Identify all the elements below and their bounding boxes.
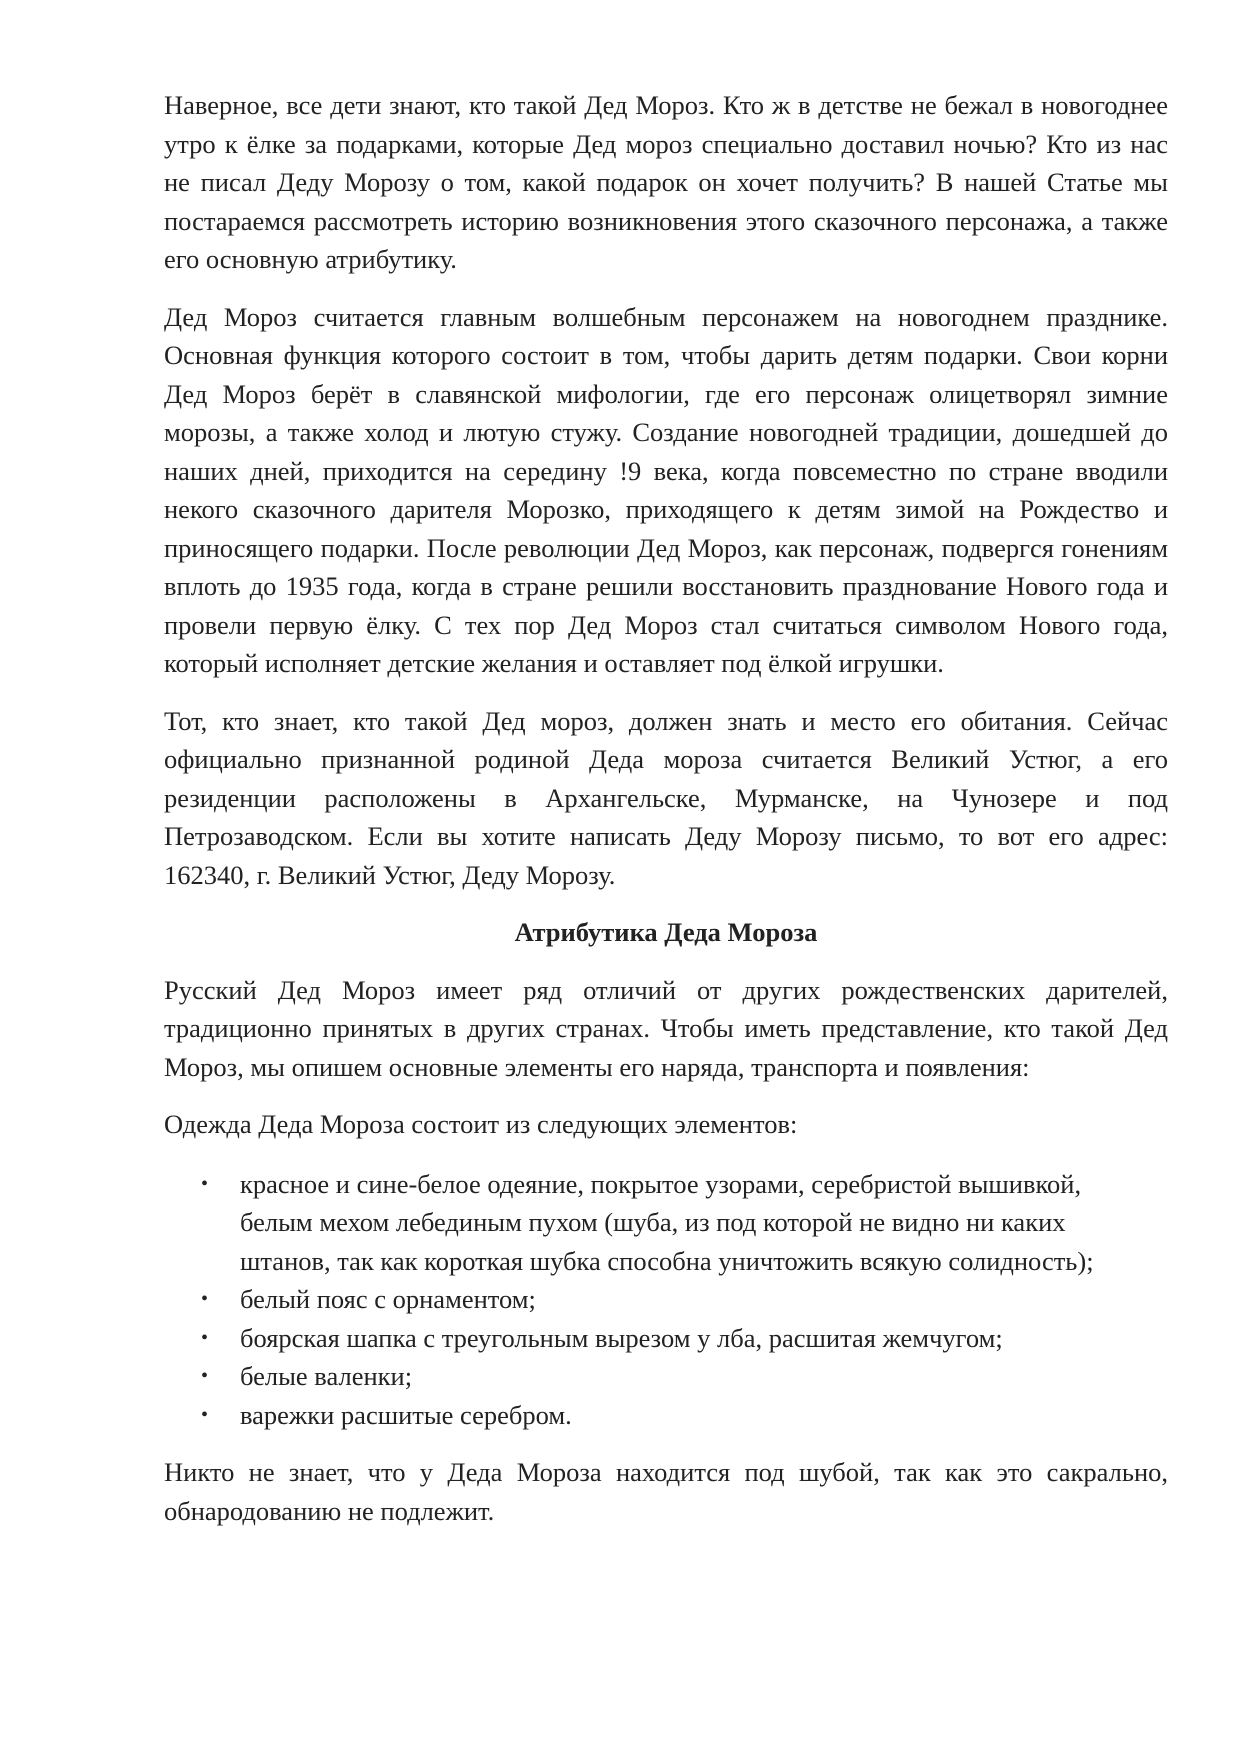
list-item [164,1357,1168,1396]
document-page [164,86,1168,1530]
bullet-icon: • [201,1326,209,1349]
bullet-icon: • [201,1172,209,1195]
list-item [164,1396,1168,1435]
list-item-text: варежки расшитые серебром. [240,1399,572,1430]
bullet-icon: • [201,1365,209,1387]
list-item-text: белые валенки; [240,1361,413,1391]
paragraph-closing: Никто не знает, что у Деда Мороза находится под шубой, так как это сакрально, обнародованию не подлежит. [164,1457,1168,1526]
paragraph-attributes: Русский Дед Мороз имеет ряд отличий от других рождественских дарителей, традиционно принятых в других странах. Чтобы иметь представление, кто такой Дед Мороз, мы опишем основные элементы его наряда, транспорта и появления: [164,974,1168,1082]
bullet-icon: • [201,1403,209,1426]
clothing-list [164,1165,1168,1435]
paragraph-intro: Наверное, все дети знают, кто такой Дед Мороз. Кто ж в детстве не бежал в новогоднее утро к ёлке за подарками, которые Дед мороз специально доставил ночью? Кто из нас не писал Деду Морозу о том, какой подарок он хочет получить? В нашей Статье мы постараемся рассмотреть историю возникновения этого сказочного персонажа, а также его основную атрибутику. [164,90,1168,274]
list-item-text: боярская шапка с треугольным вырезом у лба, расшитая жемчугом; [240,1322,1003,1353]
list-item [164,1165,1168,1281]
section-heading: Атрибутика Деда Мороза [514,917,818,947]
list-item-text: белый пояс с орнаментом; [240,1284,536,1314]
paragraph-residence: Тот, кто знает, кто такой Дед мороз, должен знать и место его обитания. Сейчас официально признанной родиной Деда мороза считается Великий Устюг, а его резиденции расположены в Архангельске, Мурманске, на Чунозере и под Петрозаводском. Если вы хотите написать Деду Морозу письмо, то вот его адрес: 162340, г. Великий Устюг, Деду Морозу. [164,705,1168,890]
list-item [164,1319,1168,1358]
list-item-text: красное и сине-белое одеяние, покрытое узорами, серебристой вышивкой, белым мехом лебединым пухом (шуба, из под которой не видно ни каких штанов, так как короткая шубка способна уничтожить всякую солидность); [240,1168,1094,1276]
list-intro: Одежда Деда Мороза состоит из следующих элементов: [164,1109,798,1139]
bullet-icon: • [201,1288,209,1310]
list-item [164,1280,1168,1319]
paragraph-history: Дед Мороз считается главным волшебным персонажем на новогоднем празднике. Основная функция которого состоит в том, чтобы дарить детям подарки. Свои корни Дед Мороз берёт в славянской мифологии, где его персонаж олицетворял зимние морозы, а также холод и лютую стужу. Создание новогодней традиции, дошедшей до наших дней, приходится на середину !9 века, когда повсеместно по стране вводили некого сказочного дарителя Морозко, приходящего к детям зимой на Рождество и приносящего подарки. После революции Дед Мороз, как персонаж, подвергся гонениям вплоть до 1935 года, когда в стране решили восстановить празднование Нового года и провели первую ёлку. С тех пор Дед Мороз стал считаться символом Нового года, который исполняет детские желания и оставляет под ёлкой игрушки. [164,301,1168,678]
